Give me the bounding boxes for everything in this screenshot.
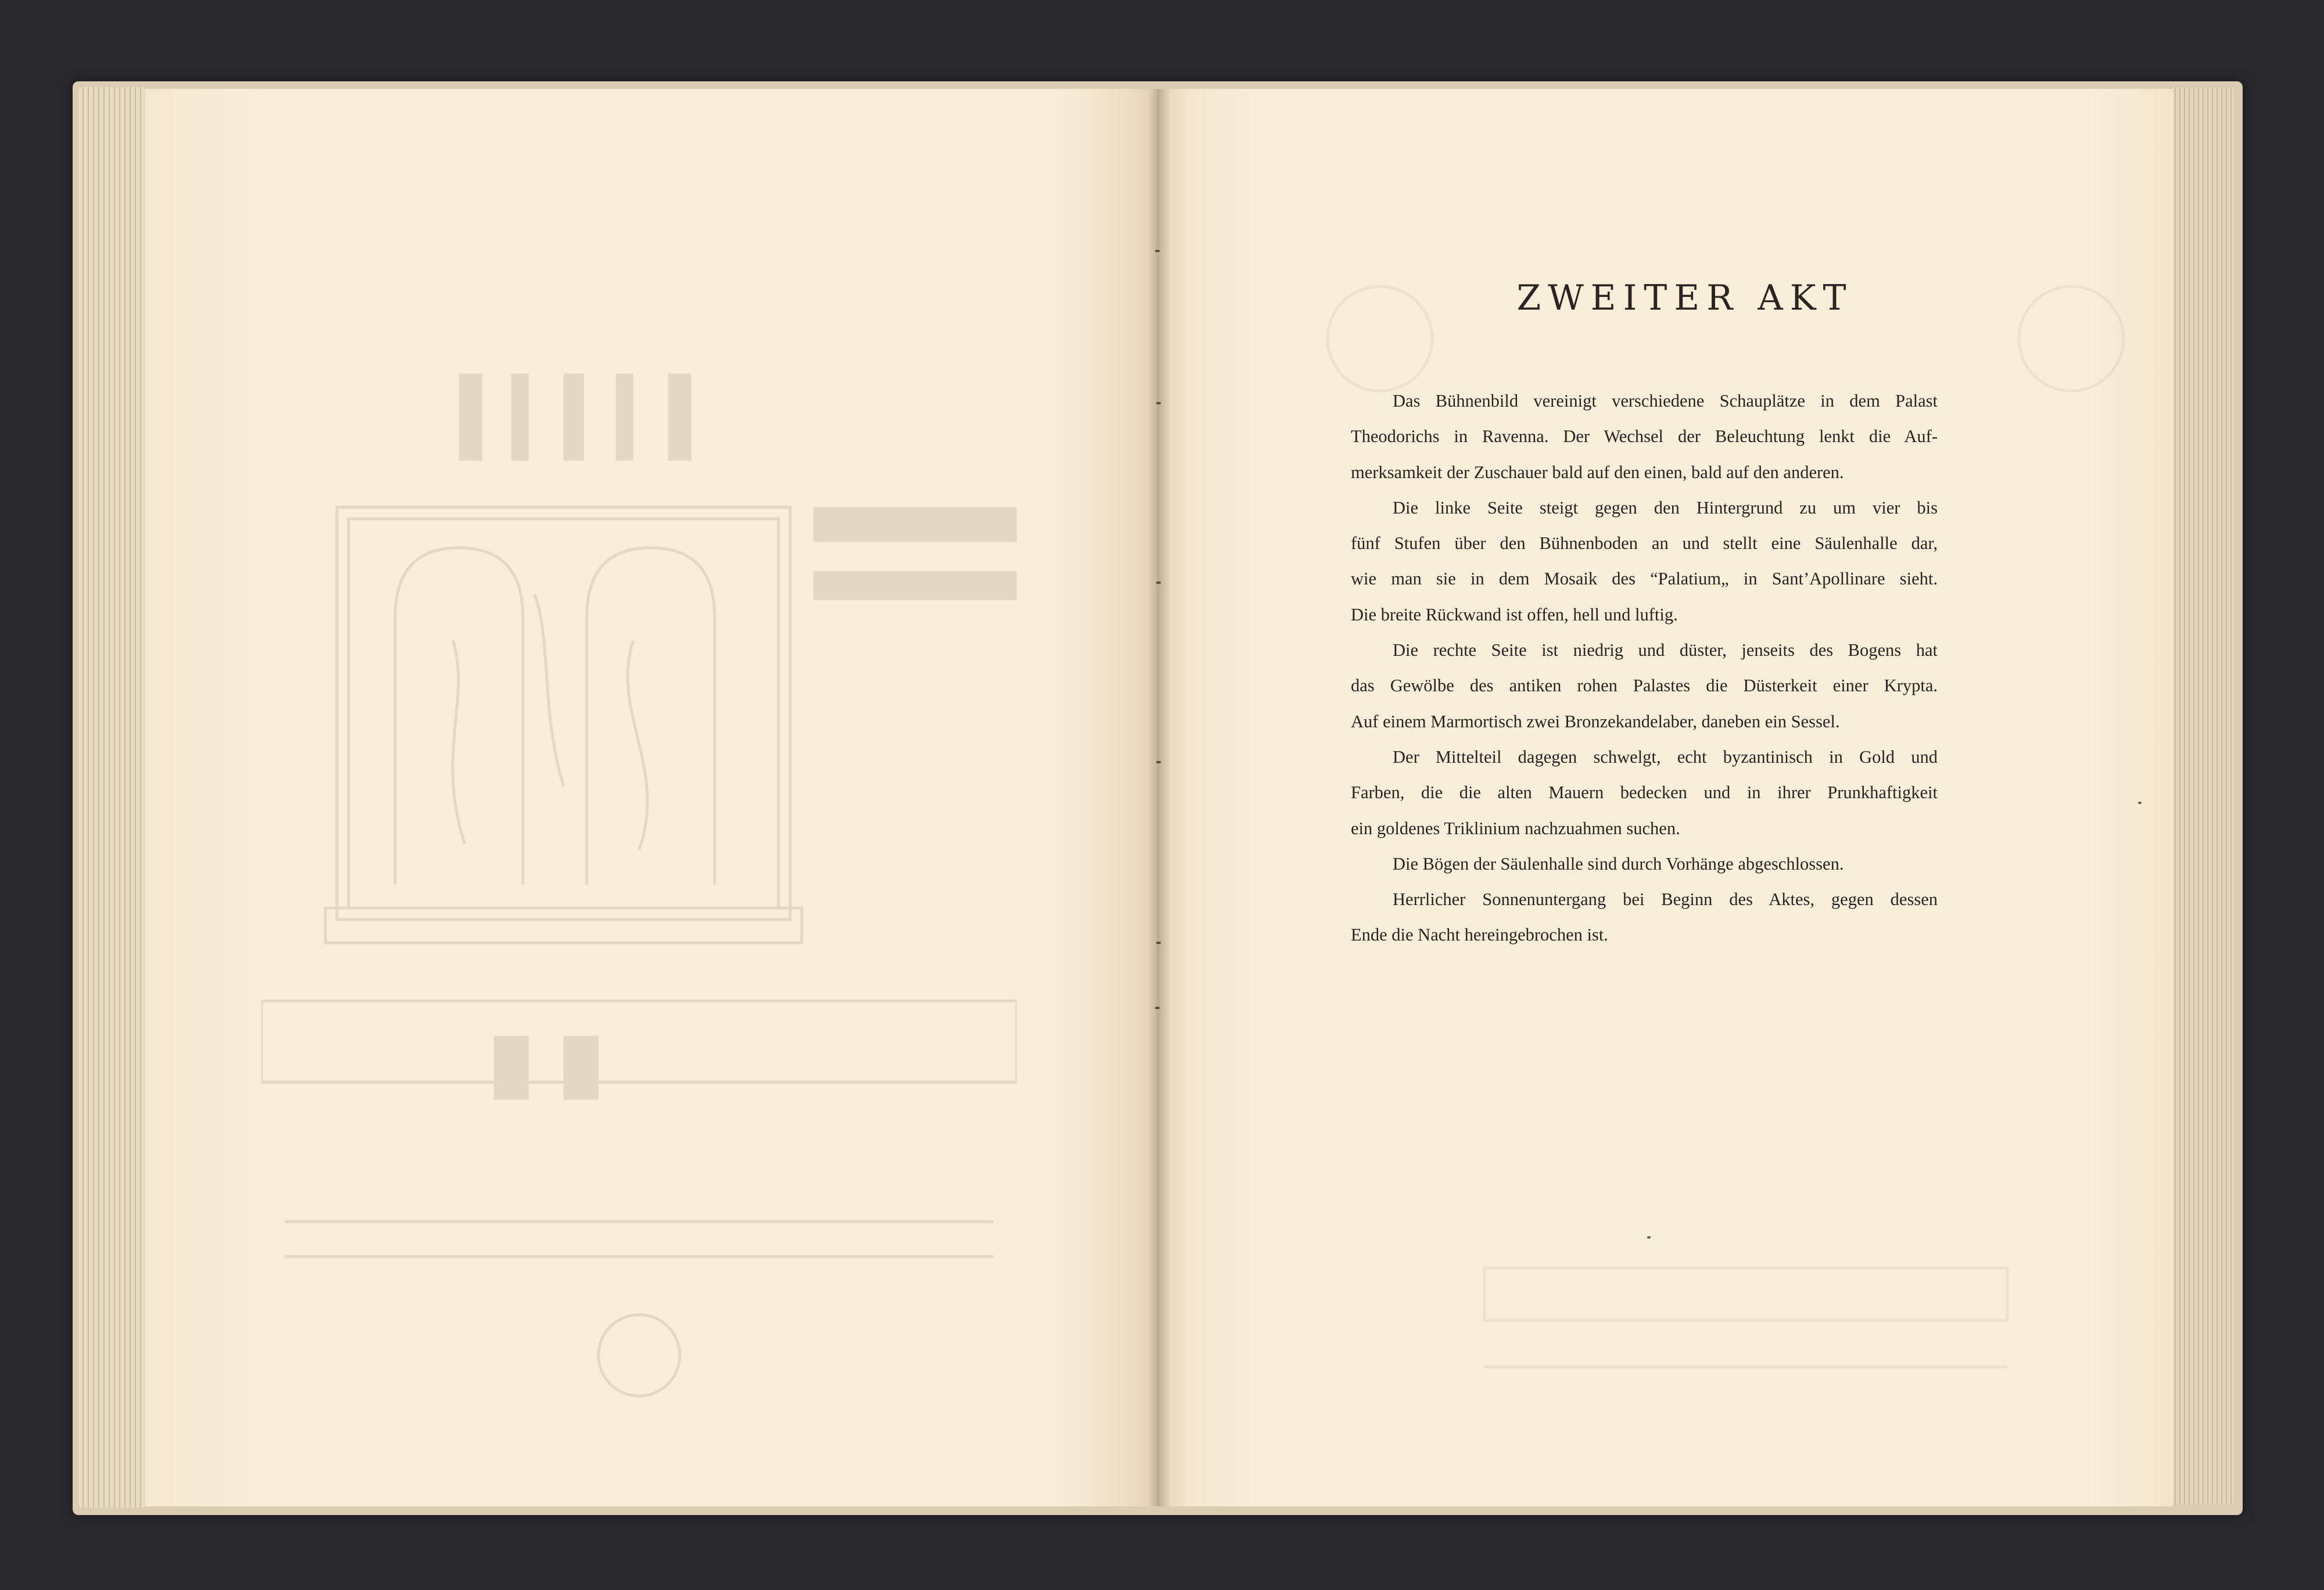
binding-stitch — [1156, 942, 1161, 944]
text-line: Ende die Nacht hereingebrochen ist. — [1351, 925, 1608, 945]
text-line: das Gewölbe des antiken rohen Palastes die Düsterkeit einer Krypta. — [1351, 676, 1938, 696]
text-line: Farben, die die alten Mauern bedecken und in ihrer Prunkhaftigkeit — [1351, 783, 1938, 803]
stage-directions — [1351, 383, 1938, 953]
text-line: merksamkeit der Zuschauer bald auf den einen, bald auf den anderen. — [1351, 462, 1844, 482]
binding-stitch — [1156, 402, 1161, 404]
act-title: ZWEITER AKT — [1516, 278, 1853, 318]
page-edges-left — [78, 87, 148, 1508]
page-speck — [1647, 1236, 1651, 1239]
text-line: wie man sie in dem Mosaik des “Palatium„ in Sant’Apollinare sieht. — [1351, 569, 1938, 589]
text-line: Der Mittelteil dagegen schwelgt, echt byzantinisch in Gold und — [1393, 746, 1938, 767]
text-line: Die rechte Seite ist niedrig und düster, jenseits des Bogens hat — [1393, 640, 1938, 661]
text-line: fünf Stufen über den Bühnenboden an und stellt eine Säulenhalle dar, — [1351, 533, 1938, 554]
text-line: Auf einem Marmortisch zwei Bronzekandelaber, daneben ein Sessel. — [1351, 711, 1840, 731]
binding-stitch — [1155, 1007, 1160, 1009]
text-line: Herrlicher Sonnenuntergang bei Beginn des Aktes, gegen dessen — [1393, 889, 1938, 910]
text-line: Das Bühnenbild vereinigt verschiedene Schauplätze in dem Palast — [1393, 391, 1938, 411]
page-speck — [2138, 802, 2142, 804]
binding-stitch — [1156, 761, 1161, 763]
page-edges-right — [2170, 87, 2234, 1505]
binding-stitch — [1156, 582, 1161, 584]
text-line: Die linke Seite steigt gegen den Hintergrund zu um vier bis — [1393, 497, 1938, 518]
book-gutter — [1147, 89, 1171, 1506]
show-through-illustration — [261, 234, 1017, 1454]
text-line: ein goldenes Triklinium nachzuahmen suchen. — [1351, 818, 1680, 838]
text-line: Theodorichs in Ravenna. Der Wechsel der Beleuchtung lenkt die Auf- — [1351, 426, 1938, 447]
left-page — [145, 89, 1156, 1506]
binding-stitch — [1155, 250, 1160, 252]
text-line: Die breite Rückwand ist offen, hell und luftig. — [1351, 604, 1678, 624]
text-line: Die Bögen der Säulenhalle sind durch Vorhänge abgeschlossen. — [1393, 853, 1844, 874]
